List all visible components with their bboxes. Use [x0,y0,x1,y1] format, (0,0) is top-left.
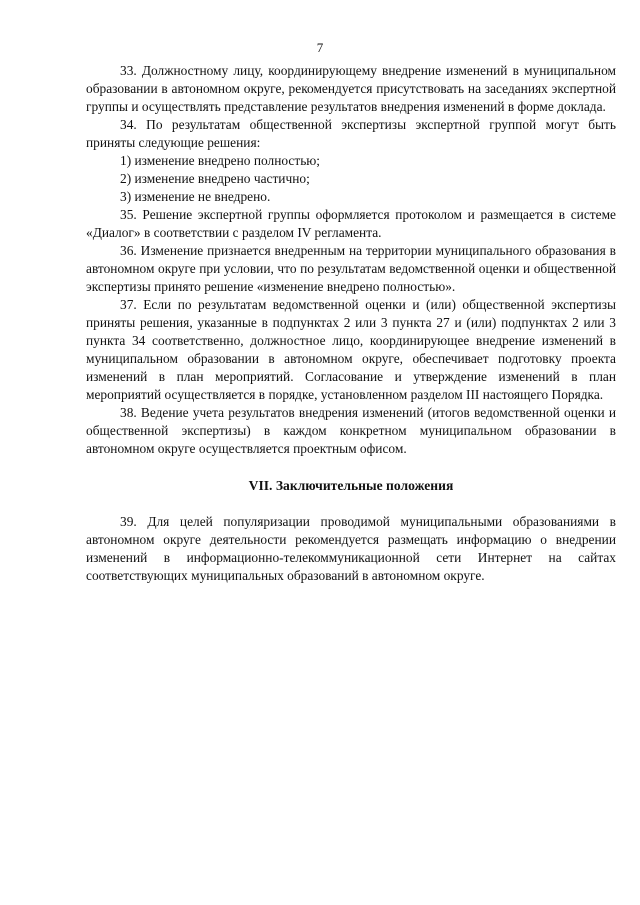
paragraph-38: 38. Ведение учета результатов внедрения изменений (итогов ведомственной оценки и общественной экспертизы) в каждом конкретном муниципальном образовании в автономном округе осуществляется проектным офисом. [86,405,616,456]
page-number: 7 [316,40,324,55]
paragraph-34: 34. По результатам общественной экспертизы экспертной группой могут быть приняты следующие решения: [86,117,616,150]
paragraph-33: 33. Должностному лицу, координирующему внедрение изменений в муниципальном образовании в автономном округе, рекомендуется присутствовать на заседаниях экспертной группы и осуществлять представление результатов внедрения изменений в форме доклада. [86,63,616,114]
list-item-34-1: 1) изменение внедрено полностью; [120,153,321,168]
list-item-34-3: 3) изменение не внедрено. [120,189,271,204]
section-heading: VII. Заключительные положения [248,478,454,493]
list-item-34-2: 2) изменение внедрено частично; [120,171,310,186]
paragraph-36: 36. Изменение признается внедренным на территории муниципального образования в автономном округе при условии, что по результатам ведомственной оценки и общественной экспертизы принято решение «изменение внедрено полностью». [86,243,616,294]
paragraph-37: 37. Если по результатам ведомственной оценки и (или) общественной экспертизы приняты решения, указанные в подпунктах 2 или 3 пункта 27 и (или) подпунктах 2 или 3 пункта 34 соответственно, должностное лицо, координирующее внедрение изменений в муниципальном образовании в автономном округе, обеспечивает подготовку проекта изменений в план мероприятий. Согласование и утверждение изменений в план мероприятий осуществляется в порядке, установленном разделом III настоящего Порядка. [86,297,616,402]
paragraph-39: 39. Для целей популяризации проводимой муниципальными образованиями в автономном округе деятельности рекомендуется размещать информацию о внедрении изменений в информационно-телекоммуникационной сети Интернет на сайтах соответствующих муниципальных образований в автономном округе. [86,514,616,583]
paragraph-35: 35. Решение экспертной группы оформляется протоколом и размещается в системе «Диалог» в соответствии с разделом IV регламента. [86,207,616,240]
document-body [86,62,616,585]
